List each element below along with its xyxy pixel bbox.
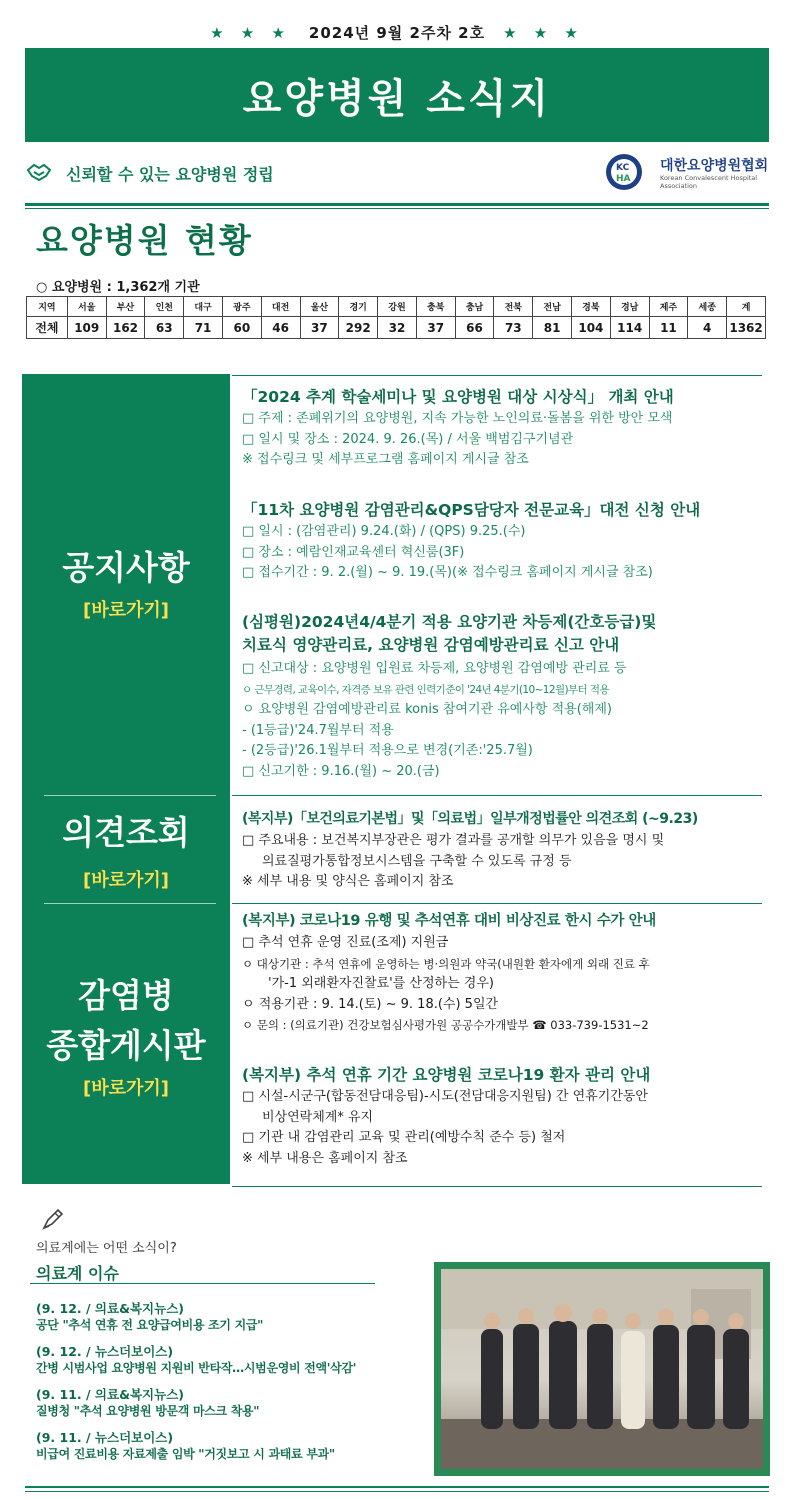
infect-item [242, 1064, 787, 1169]
total-count: ○ 요양병원 : 1,362개 기관 [36, 280, 200, 295]
opinion-line: 의료질평가통합정보시스템을 구축할 수 있도록 규정 등 [262, 853, 572, 869]
association-name: 대한요양병원협회 [660, 158, 769, 174]
table-header-cell: 세종 [688, 297, 727, 317]
infect-title[interactable]: (복지부) 코로나19 유행 및 추석연휴 대비 비상진료 한시 수가 안내 [242, 913, 656, 929]
table-cell: 114 [610, 317, 649, 339]
notice-link[interactable]: [바로가기] [82, 600, 169, 621]
table-header-cell: 울산 [300, 297, 339, 317]
issue-line [0, 22, 794, 43]
table-cell: 162 [106, 317, 145, 339]
table-cell: 4 [688, 317, 727, 339]
news-source: (9. 11. / 뉴스더보이스) [36, 1430, 174, 1445]
divider [25, 203, 769, 206]
photo-frame [434, 1262, 770, 1476]
sidebar-divider [44, 903, 216, 904]
sidebar-divider [44, 795, 216, 796]
infect-line: ㅇ 대상기관 : 추석 연휴에 운영하는 병·의원과 약국(내원환 환자에게 외래 진료 후 [242, 956, 650, 971]
opinion-link[interactable]: [바로가기] [82, 870, 169, 891]
news-source: (9. 12. / 의료&복지뉴스) [36, 1301, 184, 1316]
table-cell: 60 [222, 317, 261, 339]
table-header-cell: 충남 [455, 297, 494, 317]
table-cell: 66 [455, 317, 494, 339]
pen-icon [40, 1206, 66, 1232]
table-header-cell: 서울 [67, 297, 106, 317]
notice-title[interactable]: 「2024 추계 학술세미나 및 요양병원 대상 시상식」 개최 안내 [242, 388, 674, 406]
table-cell: 104 [571, 317, 610, 339]
opinion-item [242, 808, 787, 893]
title-banner [25, 48, 769, 142]
infect-line: ㅇ 적용기관 : 9. 14.(토) ~ 9. 18.(수) 5일간 [242, 996, 499, 1012]
notice-line: □ 일시 : (감염관리) 9.24.(화) / (QPS) 9.25.(수) [242, 524, 526, 539]
opinion-line: □ 주요내용 : 보건복지부장관은 평가 결과를 공개할 의무가 있음을 명시 및 [242, 833, 665, 848]
star-icon: ★ ★ ★ [210, 24, 291, 42]
news-source: (9. 11. / 의료&복지뉴스) [36, 1387, 184, 1402]
table-cell: 32 [378, 317, 417, 339]
notice-line: □ 주제 : 존폐위기의 요양병원, 지속 가능한 노인의료·돌봄을 위한 방안 모색 [242, 411, 673, 426]
table-cell: 37 [416, 317, 455, 339]
infect-line: ㅇ 문의 : (의료기관) 건강보험심사평가원 공공수가개발부 ☎ 033-739-1531~2 [242, 1018, 649, 1032]
divider [30, 1283, 375, 1284]
region-table [26, 296, 766, 339]
table-cell: 1362 [727, 317, 766, 339]
table-header-cell: 경북 [571, 297, 610, 317]
notice-item [242, 386, 787, 471]
news-headline[interactable]: 질병청 "추석 요양병원 방문객 마스크 착용" [36, 1404, 260, 1418]
table-header-cell: 충북 [416, 297, 455, 317]
infect-line: □ 기관 내 감염관리 교육 및 관리(예방수칙 준수 등) 철저 [242, 1130, 566, 1145]
infect-line: □ 추석 연휴 운영 진료(조제) 지원금 [242, 935, 449, 950]
table-header-cell: 전남 [533, 297, 572, 317]
table-header-cell: 계 [727, 297, 766, 317]
notice-item [242, 499, 787, 584]
notice-title[interactable]: 치료식 영양관리료, 요양병원 감염예방관리료 신고 안내 [242, 636, 620, 654]
table-cell: 292 [339, 317, 378, 339]
news-source: (9. 12. / 뉴스더보이스) [36, 1344, 174, 1359]
footer-divider [25, 1491, 769, 1492]
infect-line: '가-1 외래환자진찰료'를 산정하는 경우) [268, 976, 494, 991]
table-header-cell: 대구 [184, 297, 223, 317]
infect-line: ※ 세부 내용은 홈페이지 참조 [242, 1150, 408, 1166]
sidebar-opinion-title: 의견조회 [62, 813, 190, 852]
table-cell: 71 [184, 317, 223, 339]
opinion-title[interactable]: (복지부)「보건의료기본법」및「의료법」일부개정법률안 의견조회 (~9.23) [242, 811, 698, 827]
news-headline[interactable]: 간병 시범사업 요양병원 지원비 반타작…시범운영비 전액'삭감' [36, 1361, 357, 1375]
issue-number: 2024년 9월 2주차 2호 [308, 24, 486, 42]
notice-title[interactable]: (심평원)2024년4/4분기 적용 요양기관 차등제(간호등급)및 [242, 613, 657, 631]
medical-title: 의료계 이슈 [36, 1264, 119, 1283]
table-header-row [27, 297, 766, 317]
divider [232, 903, 762, 904]
sidebar-infect-title-1: 감염병 [78, 976, 174, 1015]
table-cell: 63 [145, 317, 184, 339]
news-item[interactable] [36, 1300, 426, 1334]
infect-line: □ 시설-시군구(합동전담대응팀)-시도(전담대응지원팀) 간 연휴기간동안 [242, 1089, 648, 1104]
status-title: 요양병원 현황 [36, 221, 253, 260]
page-title: 요양병원 소식지 [242, 75, 552, 122]
slogan: 신뢰할 수 있는 요양병원 정립 [66, 165, 274, 184]
notice-line: □ 신고기한 : 9.16.(월) ~ 20.(금) [242, 763, 440, 779]
table-cell: 11 [649, 317, 688, 339]
divider [232, 795, 762, 796]
opinion-line: ※ 세부 내용 및 양식은 홈페이지 참조 [242, 874, 454, 889]
infect-item [242, 910, 787, 1036]
news-item[interactable] [36, 1386, 426, 1420]
medical-lead: 의료계에는 어떤 소식이? [36, 1241, 177, 1256]
notice-line: ※ 접수링크 및 세부프로그램 홈페이지 게시글 참조 [242, 452, 529, 467]
table-header-cell: 경기 [339, 297, 378, 317]
news-headline[interactable]: 공단 "추석 연휴 전 요양급여비용 조기 지급" [36, 1318, 264, 1332]
sidebar-notice-title: 공지사항 [62, 548, 190, 587]
divider [232, 375, 762, 376]
table-header-cell: 대전 [261, 297, 300, 317]
table-header-cell: 지역 [27, 297, 68, 317]
table-header-cell: 인천 [145, 297, 184, 317]
notice-title[interactable]: 「11차 요양병원 감염관리&QPS담당자 전문교육」대전 신청 안내 [242, 501, 701, 519]
table-header-cell: 경남 [610, 297, 649, 317]
infect-link[interactable]: [바로가기] [82, 1078, 169, 1099]
star-icon: ★ ★ ★ [503, 24, 584, 42]
notice-line: □ 장소 : 예람인재교육센터 혁신룸(3F) [242, 544, 465, 560]
table-cell: 전체 [27, 317, 68, 339]
svg-text:KC: KC [616, 163, 630, 173]
group-photo-illustration [441, 1269, 763, 1469]
notice-line: ㅇ 근무경력, 교육이수, 자격증 보유 관련 인력기준이 '24년 4분기(10~12월)부터 적용 [242, 683, 609, 696]
divider [25, 208, 769, 209]
infect-line: 비상연락체계* 유지 [262, 1109, 374, 1125]
table-header-cell: 전북 [494, 297, 533, 317]
table-cell: 81 [533, 317, 572, 339]
table-cell: 46 [261, 317, 300, 339]
notice-line: □ 일시 및 장소 : 2024. 9. 26.(목) / 서울 백범김구기념관 [242, 431, 574, 447]
notice-line: - (1등급)'24.7월부터 적용 [242, 722, 394, 738]
news-item[interactable] [36, 1429, 426, 1463]
table-header-cell: 광주 [222, 297, 261, 317]
group-photo [441, 1269, 763, 1469]
news-item[interactable] [36, 1343, 426, 1377]
notice-line: □ 접수기간 : 9. 2.(월) ~ 9. 19.(목)(※ 접수링크 홈페이지 게시글 참조) [242, 565, 653, 580]
notice-item [242, 611, 787, 782]
sidebar-infect-title-2: 종합게시판 [46, 1026, 206, 1065]
infect-title[interactable]: (복지부) 추석 연휴 기간 요양병원 코로나19 환자 관리 안내 [242, 1066, 651, 1084]
table-header-cell: 강원 [378, 297, 417, 317]
table-cell: 73 [494, 317, 533, 339]
notice-line: □ 신고대상 : 요양병원 입원료 차등제, 요양병원 감염예방 관리료 등 [242, 661, 627, 676]
table-header-cell: 부산 [106, 297, 145, 317]
notice-line: ㅇ 요양병원 감염예방관리료 konis 참여기관 유예사항 적용(해제) [242, 702, 612, 717]
divider [232, 1186, 762, 1187]
footer-divider [25, 1486, 769, 1488]
table-cell: 37 [300, 317, 339, 339]
notice-line: - (2등급)'26.1월부터 적용으로 변경(기존:'25.7월) [242, 743, 533, 758]
handshake-icon [24, 160, 54, 184]
svg-text:HA: HA [616, 174, 631, 184]
news-headline[interactable]: 비급여 진료비용 자료제출 임박 "거짓보고 시 과태료 부과" [36, 1447, 335, 1461]
table-cell: 109 [67, 317, 106, 339]
table-header-cell: 제주 [649, 297, 688, 317]
table-row [27, 317, 766, 339]
association-subtitle: Korean Convalescent Hospital Association [660, 174, 758, 190]
association-logo-icon [604, 152, 654, 192]
